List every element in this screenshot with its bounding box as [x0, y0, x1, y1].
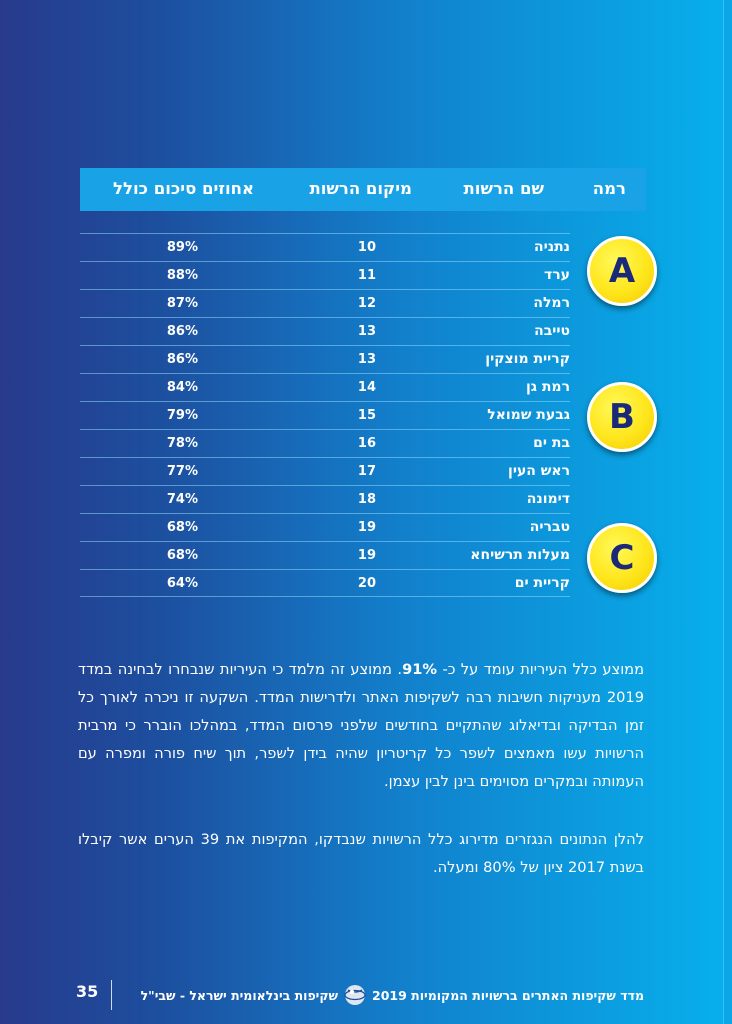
table-row	[80, 569, 570, 597]
level-badge-a: A	[587, 236, 657, 306]
level-badge-c: C	[587, 523, 657, 593]
authority-rank: 13	[357, 352, 376, 367]
footer-divider	[111, 980, 112, 1010]
authority-name: רמת גן	[525, 379, 570, 395]
organization-name: שקיפות בינלאומית ישראל - שבי"ל	[140, 987, 339, 1003]
data-intro-paragraph: להלן הנתונים הנגזרים מדירוג כלל הרשויות שנבדקו, המקיפות את 39 הערים אשר קיבלו בשנת 2017 ציון של 80% ומעלה.	[78, 831, 644, 876]
summary-text-rest: . ממוצע זה מלמד כי העיריות שנבחרו לבחינה במדד 2019 מעניקות חשיבות רבה לשקיפות האתר ולדרישות המדד. השקעה זו ניכרה לאורך כל זמן הבדיקה ובדיאלוג שהתקיים בחודשים שלפני פרסום המדד, במהלכו הוברר כי מרבית הרשויות עשו מאמצים לשפר כל קריטריון שהיה בידן לשפר, תוך שיח פורה ומפרה עם העמותה ובמקרים מסוימים בינן לבין עצמן.	[78, 661, 644, 790]
authority-name: גבעת שמואל	[487, 407, 570, 423]
authority-rank: 12	[357, 296, 376, 311]
authority-percent: 86%	[166, 352, 198, 367]
authority-rank: 14	[357, 380, 376, 395]
authority-percent: 79%	[166, 408, 198, 423]
authority-name: קריית מוצקין	[485, 351, 570, 367]
authority-rank: 13	[357, 324, 376, 339]
authority-name: ראש העין	[508, 463, 570, 479]
header-place: מיקום הרשות	[309, 179, 412, 198]
globe-logo-icon	[344, 984, 366, 1006]
authority-percent: 88%	[166, 268, 198, 283]
authority-rank: 18	[357, 492, 376, 507]
authority-percent: 86%	[166, 324, 198, 339]
table-row	[80, 513, 570, 540]
authority-name: בת ים	[533, 435, 570, 451]
authority-rank: 11	[357, 268, 376, 283]
table-row	[80, 541, 570, 568]
level-badge-b: B	[587, 382, 657, 452]
authority-percent: 77%	[166, 464, 198, 479]
authority-name: רמלה	[533, 295, 570, 311]
authority-name: דימונה	[526, 491, 570, 507]
table-row	[80, 233, 570, 260]
page-edge-strip	[723, 0, 732, 1024]
authority-name: נתניה	[534, 239, 570, 255]
summary-paragraph	[78, 656, 644, 796]
header-percent: אחוזים סיכום כולל	[113, 179, 254, 198]
authority-rank: 15	[357, 408, 376, 423]
report-title: מדד שקיפות האתרים ברשויות המקומיות 2019	[372, 987, 644, 1003]
page-number: 35	[76, 982, 99, 1001]
authority-percent: 74%	[166, 492, 198, 507]
authority-name: טייבה	[534, 323, 570, 339]
table-header	[80, 168, 646, 211]
authority-percent: 68%	[166, 548, 198, 563]
authority-rank: 19	[357, 520, 376, 535]
authority-percent: 84%	[166, 380, 198, 395]
authority-rank: 16	[357, 436, 376, 451]
authority-percent: 87%	[166, 296, 198, 311]
page-footer	[0, 974, 732, 1014]
authority-rank: 10	[357, 240, 376, 255]
authority-name: קריית ים	[514, 575, 570, 591]
authority-name: מעלות תרשיחא	[470, 547, 570, 563]
summary-text-start: ממוצע כלל העיריות עומד על כ-	[437, 661, 645, 678]
header-name: שם הרשות	[463, 179, 544, 198]
average-value: 91%	[402, 661, 437, 678]
authority-rank: 19	[357, 548, 376, 563]
table-row	[80, 345, 570, 372]
authority-percent: 64%	[166, 576, 198, 591]
table-row	[80, 457, 570, 484]
table-row	[80, 289, 570, 316]
table-row	[80, 373, 570, 400]
authority-name: טבריה	[529, 519, 570, 535]
table-row	[80, 429, 570, 456]
table-row	[80, 317, 570, 344]
table-row	[80, 261, 570, 288]
footer-text	[141, 984, 644, 1006]
authority-percent: 78%	[166, 436, 198, 451]
authority-rank: 20	[357, 576, 376, 591]
authority-rank: 17	[357, 464, 376, 479]
authority-name: ערד	[544, 267, 570, 283]
authority-percent: 68%	[166, 520, 198, 535]
authority-percent: 89%	[166, 240, 198, 255]
table-row	[80, 485, 570, 512]
table-row	[80, 401, 570, 428]
header-level: רמה	[592, 179, 626, 198]
